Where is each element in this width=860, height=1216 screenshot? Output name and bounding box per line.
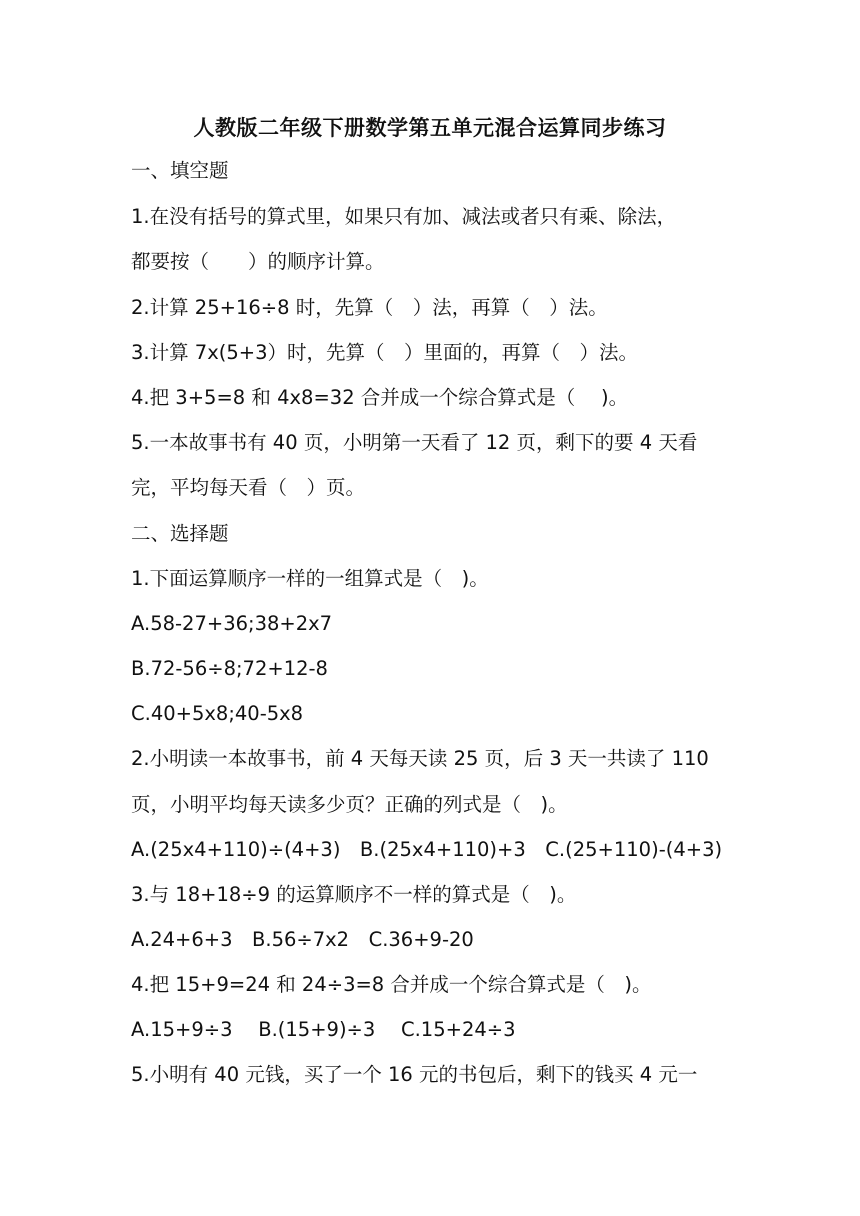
question-text: 2.小明读一本故事书，前 4 天每天读 25 页，后 3 天一共读了 110 <box>131 747 709 770</box>
question-text: 1.在没有括号的算式里，如果只有加、减法或者只有乘、除法， <box>131 205 677 228</box>
section-heading-choice: 二、选择题 <box>131 522 229 545</box>
answer-option-line: A.24+6+3 B.56÷7x2 C.36+9-20 <box>131 928 474 951</box>
answer-option-line: B.72-56÷8;72+12-8 <box>131 657 328 680</box>
document-title: 人教版二年级下册数学第五单元混合运算同步练习 <box>193 116 667 140</box>
question-text: 2.计算 25+16÷8 时，先算（ ）法，再算（ ）法。 <box>131 296 608 319</box>
question-text: 1.下面运算顺序一样的一组算式是（ )。 <box>131 567 489 590</box>
section-heading-fill-in: 一、填空题 <box>131 159 229 182</box>
question-text: 4.把 3+5=8 和 4x8=32 合并成一个综合算式是（ )。 <box>131 386 629 409</box>
answer-option-line: A.15+9÷3 B.(15+9)÷3 C.15+24÷3 <box>131 1018 516 1041</box>
answer-option-line: A.(25x4+110)÷(4+3) B.(25x4+110)+3 C.(25+110)-(4+3) <box>131 838 723 861</box>
answer-option-line: C.40+5x8;40-5x8 <box>131 702 304 725</box>
answer-option-line: A.58-27+36;38+2x7 <box>131 612 333 635</box>
question-text: 5.小明有 40 元钱，买了一个 16 元的书包后，剩下的钱买 4 元一 <box>131 1063 698 1086</box>
question-text: 4.把 15+9=24 和 24÷3=8 合并成一个综合算式是（ )。 <box>131 973 652 996</box>
question-text: 页，小明平均每天读多少页？正确的列式是（ )。 <box>131 793 568 816</box>
question-text: 3.计算 7x(5+3）时，先算（ ）里面的，再算（ ）法。 <box>131 341 639 364</box>
question-text: 3.与 18+18÷9 的运算顺序不一样的算式是（ )。 <box>131 883 577 906</box>
question-text: 5.一本故事书有 40 页，小明第一天看了 12 页，剩下的要 4 天看 <box>131 431 698 454</box>
question-text: 完，平均每天看（ ）页。 <box>131 476 366 499</box>
question-text: 都要按（ ）的顺序计算。 <box>131 250 385 273</box>
